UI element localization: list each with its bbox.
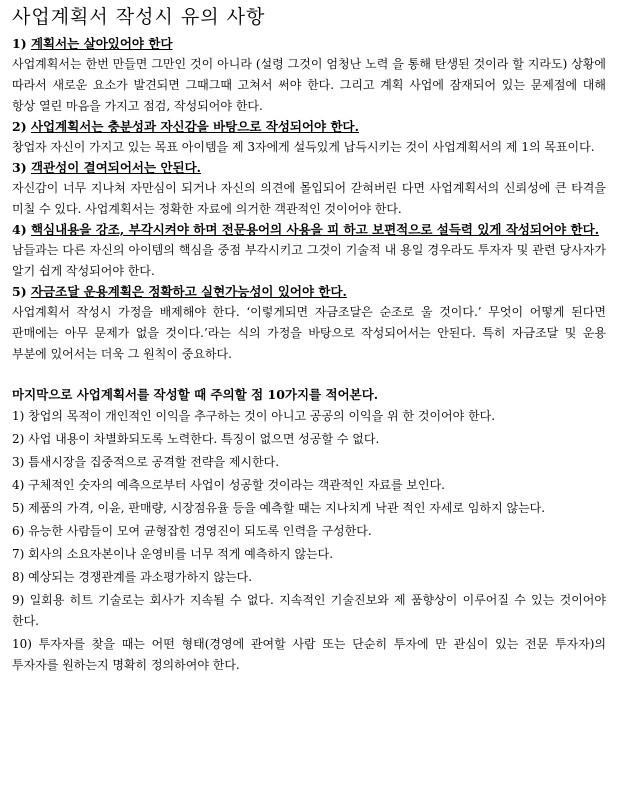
section-number: 4) bbox=[12, 222, 27, 237]
section-heading bbox=[12, 220, 606, 240]
list-item: 8) 예상되는 경쟁관계를 과소평가하지 않는다. bbox=[12, 570, 253, 584]
section-heading bbox=[12, 117, 606, 137]
list-item: 1) 창업의 목적이 개인적인 이익을 추구하는 것이 아니고 공공의 이익을 위 한 것이어야 한다. bbox=[12, 409, 496, 423]
section-body: 사업계획서 작성시 가정을 배제해야 한다. ‘이렇게되면 자금조달은 순조로 울 것이다.’ 무엇이 어떻게 된다면 판매에는 아무 문제가 없을 것이다.’라는 식의 가정을 바탕으로 작성되어서는 안된다. 특히 자금조달 및 운용 부분에 있어서는 더욱 그 원칙이 중요하다. bbox=[12, 305, 606, 361]
list-item: 7) 회사의 소요자본이나 운영비를 너무 적게 예측하지 않는다. bbox=[12, 547, 334, 561]
list-item: 6) 유능한 사람들이 모여 균형잡힌 경영진이 되도록 인력을 구성한다. bbox=[12, 524, 372, 538]
section-heading bbox=[12, 34, 606, 54]
spacer bbox=[12, 365, 606, 384]
section-heading-text: 객관성이 결여되어서는 안된다. bbox=[30, 160, 202, 175]
summary-heading: 마지막으로 사업계획서를 작성할 때 주의할 점 10가지를 적어본다. bbox=[12, 387, 379, 402]
section-body: 사업계획서는 한번 만들면 그만인 것이 아니라 (설령 그것이 엄청난 노력 을 통해 탄생된 것이라 할 지라도) 상황에 따라서 새로운 요소가 발견되면 그때그때 고쳐서 써야 한다. 그리고 계획 사업에 잠재되어 있는 문제점에 대해 항상 열린 마음을 가지고 점검, 작성되어야 한다. bbox=[12, 57, 606, 113]
list-item: 5) 제품의 가격, 이윤, 판매량, 시장점유율 등을 예측할 때는 지나치게 낙관 적인 자세로 임하지 않는다. bbox=[12, 501, 546, 515]
section-number: 2) bbox=[12, 119, 27, 134]
section-3 bbox=[12, 158, 606, 220]
section-number: 5) bbox=[12, 284, 27, 299]
section-heading-text: 핵심내용을 강조, 부각시켜야 하며 전문용어의 사용을 피 하고 보편적으로 설득력 있게 작성되어야 한다. bbox=[30, 222, 600, 237]
section-2 bbox=[12, 117, 606, 158]
section-heading-text: 계획서는 살아있어야 한다 bbox=[30, 36, 173, 51]
list-item: 10) 투자자를 찾을 때는 어떤 형태(경영에 관여할 사람 또는 단순히 투자에 만 관심이 있는 전문 투자자)의 투자자를 원하는지 명확히 정의하여야 한다. bbox=[12, 637, 606, 672]
list-item: 2) 사업 내용이 차별화되도록 노력한다. 특징이 없으면 성공할 수 없다. bbox=[12, 432, 380, 446]
section-4 bbox=[12, 220, 606, 282]
section-1 bbox=[12, 34, 606, 117]
tips-list bbox=[12, 406, 606, 676]
section-body: 자신감이 너무 지나쳐 자만심이 되거나 자신의 의견에 몰입되어 갇혀버린 다면 사업계획서의 신뢰성에 큰 타격을 미칠 수 있다. 사업계획서는 정확한 자료에 의거한 객관적인 것이어야 한다. bbox=[12, 181, 606, 216]
document-title: 사업계획서 작성시 유의 사항 bbox=[12, 6, 266, 28]
section-heading bbox=[12, 282, 606, 302]
list-item: 3) 틈새시장을 집중적으로 공격할 전략을 제시한다. bbox=[12, 455, 280, 469]
section-heading bbox=[12, 158, 606, 178]
section-number: 3) bbox=[12, 160, 27, 175]
section-number: 1) bbox=[12, 36, 27, 51]
section-body: 창업자 자신이 가지고 있는 목표 아이템을 제 3자에게 설득있게 납득시키는 것이 사업계획서의 제 1의 목표이다. bbox=[12, 140, 595, 154]
list-item: 4) 구체적인 숫자의 예측으로부터 사업이 성공할 것이라는 객관적인 자료를 보인다. bbox=[12, 478, 445, 492]
section-5 bbox=[12, 282, 606, 365]
section-heading-text: 자금조달 운용계획은 정확하고 실현가능성이 있어야 한다. bbox=[30, 284, 347, 299]
section-heading-text: 사업계획서는 충분성과 자신감을 바탕으로 작성되어야 한다. bbox=[30, 119, 359, 134]
section-body: 남들과는 다른 자신의 아이템의 핵심을 중점 부각시키고 그것이 기술적 내 용일 경우라도 투자자 및 관련 당사자가 알기 쉽게 작성되어야 한다. bbox=[12, 243, 606, 278]
list-item: 9) 일회용 히트 기술로는 회사가 지속될 수 없다. 지속적인 기술진보와 제 품향상이 이루어질 수 있는 것이어야 한다. bbox=[12, 593, 606, 628]
